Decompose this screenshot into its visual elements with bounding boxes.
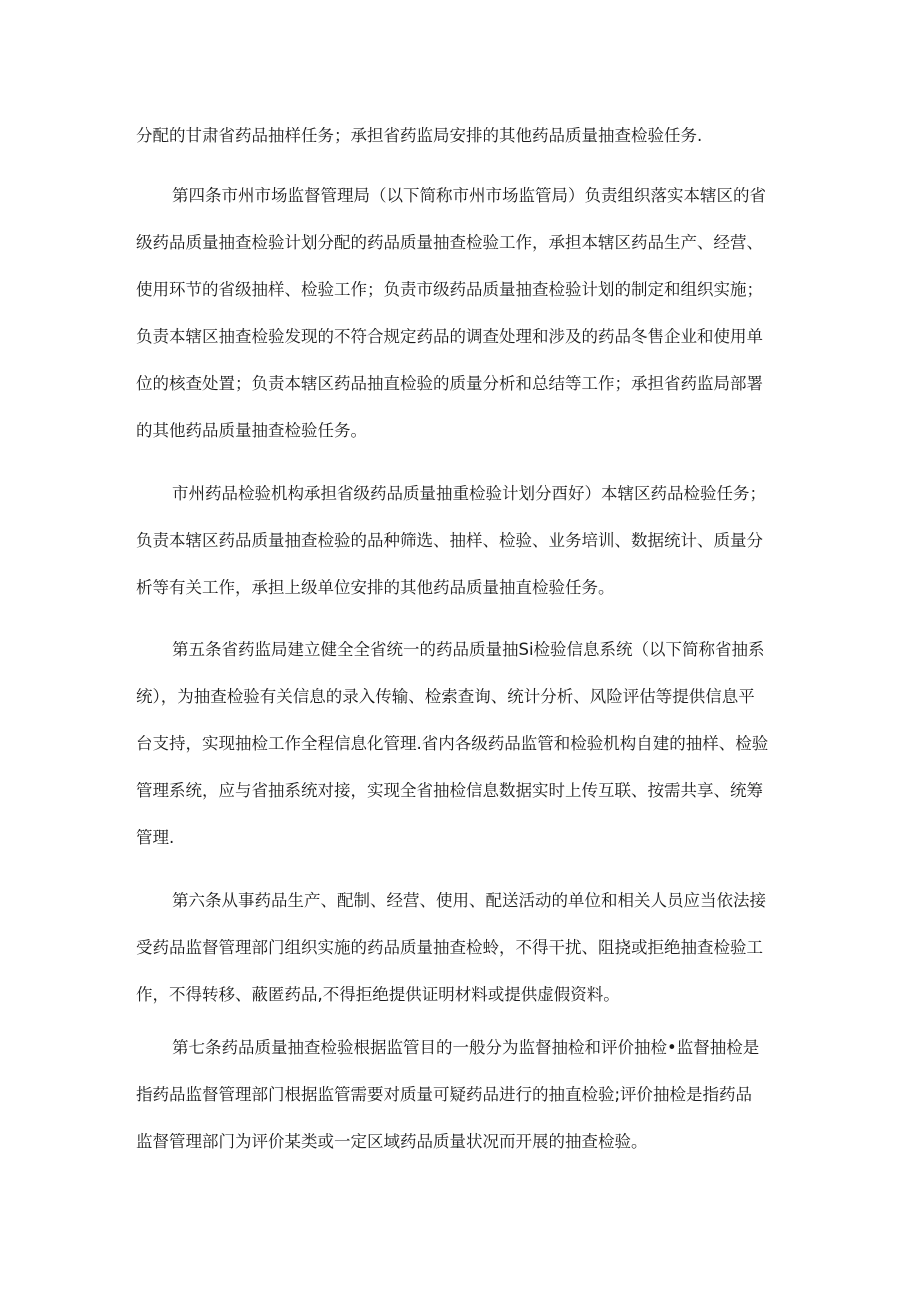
paragraph-3-line-1: 市州药品检验机构承担省级药品质量抽重检验计划分酉好）本辖区药品检验任务； <box>172 484 766 503</box>
paragraph-6-line-1: 第七条药品质量抽查检验根据监管目的一般分为监督抽检和评价抽检•监督抽检是 <box>172 1038 760 1057</box>
paragraph-4-line-2: 统），为抽查检验有关信息的录入传输、检索查询、统计分析、风险评估等提供信息平 <box>136 687 755 706</box>
paragraph-2-line-2: 级药品质量抽查检验计划分配的药品质量抽查检验工作，承担本辖区药品生产、经营、 <box>136 233 763 252</box>
paragraph-4-line-4: 管理系统，应与省抽系统对接，实现全省抽检信息数据实时上传互联、按需共享、统筹 <box>136 781 763 800</box>
paragraph-2-line-1: 第四条市州市场监督管理局（以下简称市州市场监管局）负责组织落实本辖区的省 <box>172 186 766 205</box>
paragraph-4-line-5: 管理. <box>136 828 175 847</box>
paragraph-5-line-2: 受药品监督管理部门组织实施的药品质量抽查检蛉，不得干扰、阻挠或拒绝抽查检验工 <box>136 938 763 957</box>
paragraph-5-line-1: 第六条从事药品生产、配制、经营、使用、配送活动的单位和相关人员应当依法接 <box>172 891 766 910</box>
paragraph-2-line-6: 的其他药品质量抽查检验任务。 <box>136 421 367 440</box>
paragraph-4-line-1: 第五条省药监局建立健全全省统一的药品质量抽Si检验信息系统（以下简称省抽系 <box>172 640 765 659</box>
paragraph-3-line-2: 负责本辖区药品质量抽查检验的品种筛选、抽样、检验、业务培训、数据统计、质量分 <box>136 531 763 550</box>
paragraph-1-line-1: 分配的甘肃省药品抽样任务；承担省药监局安排的其他药品质量抽查检验任务. <box>136 126 703 145</box>
paragraph-2-line-5: 位的核查处置；负责本辖区药品抽直检验的质量分析和总结等工作；承担省药监局部署 <box>136 374 763 393</box>
paragraph-2-line-3: 使用环节的省级抽样、检验工作；负责市级药品质量抽查检验计划的制定和组织实施； <box>136 280 763 299</box>
paragraph-5-line-3: 作，不得转移、蔽匿药品,不得拒绝提供证明材料或提供虚假资料。 <box>136 985 620 1004</box>
paragraph-2-line-4: 负责本辖区抽查检验发现的不符合规定药品的调查处理和涉及的药品冬售企业和使用单 <box>136 327 763 346</box>
paragraph-6-line-2: 指药品监督管理部门根据监管需要对质量可疑药品进行的抽直检验;评价抽检是指药品 <box>136 1085 753 1104</box>
paragraph-3-line-3: 析等有关工作，承担上级单位安排的其他药品质量抽直检验任务。 <box>136 578 615 597</box>
paragraph-4-line-3: 台支持，实现抽检工作全程信息化管理.省内各级药品监管和检验机构自建的抽样、检验 <box>136 734 769 753</box>
paragraph-6-line-3: 监督管理部门为评价某类或一定区域药品质量状况而开展的抽查检验。 <box>136 1132 648 1151</box>
